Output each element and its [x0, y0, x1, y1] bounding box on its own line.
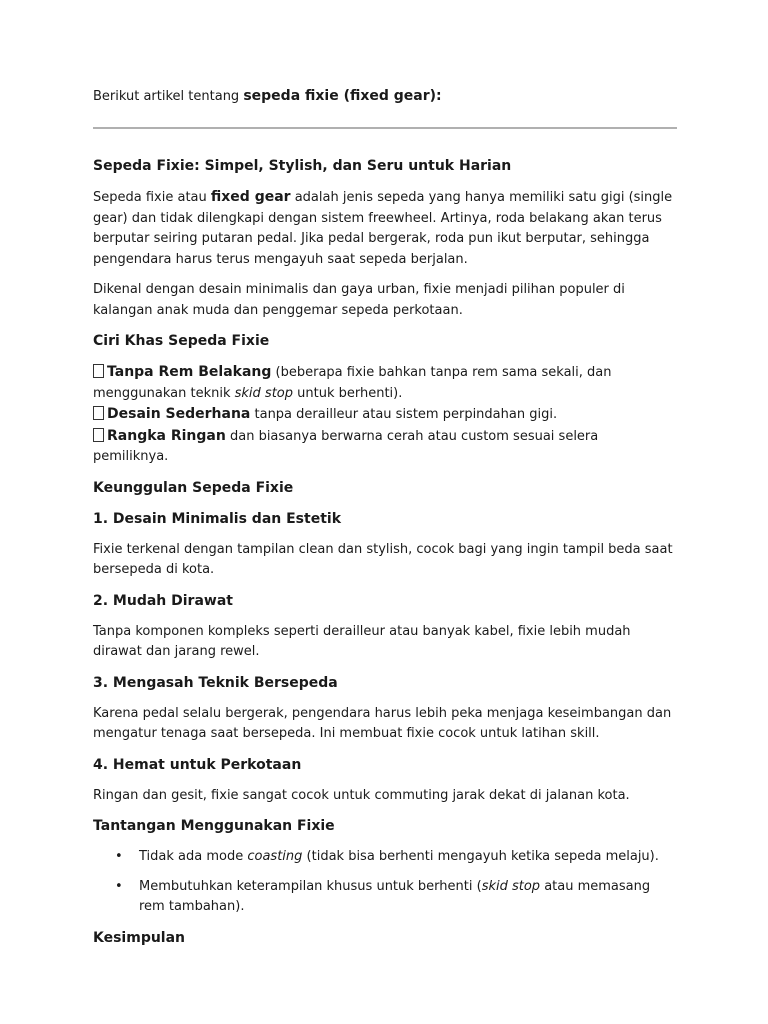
intro-line [93, 86, 677, 107]
subheading-advantage: 4. Hemat untuk Perkotaan [93, 756, 302, 773]
bullet-icon: • [115, 878, 123, 894]
heading-tantangan: Tantangan Menggunakan Fixie [93, 818, 335, 834]
subheading-advantage: 1. Desain Minimalis dan Estetik [93, 510, 342, 527]
feature-text: dan biasanya berwarna cerah atau custom sesuai selera pemiliknya. [93, 428, 599, 464]
p1-text-a: Sepeda fixie atau [93, 190, 211, 205]
subheading-advantage: 2. Mudah Dirawat [93, 592, 233, 609]
bullet-text: Tidak ada mode [139, 849, 248, 864]
bullet-italic: coasting [247, 849, 303, 864]
feature-italic: skid stop [234, 385, 293, 401]
horizontal-rule [93, 127, 677, 129]
p1-text-b: adalah jenis sepeda yang hanya memiliki satu gigi (single gear) dan tidak dilengkapi dengan sistem freewheel. Artinya, roda belakang akan terus berputar seiring putaran pedal. Jika pedal bergerak, roda pun ikut berputar, sehingga pengendara harus terus mengayuh saat sepeda berjalan. [93, 190, 673, 267]
feature-item [93, 362, 677, 404]
heading-kesimpulan: Kesimpulan [93, 929, 186, 946]
list-item [93, 877, 677, 918]
subheading-advantage: 3. Mengasah Teknik Bersepeda [93, 674, 338, 691]
missing-glyph-icon [93, 406, 104, 420]
missing-glyph-icon [93, 428, 104, 442]
heading-keunggulan: Keunggulan Sepeda Fixie [93, 479, 294, 496]
list-item [93, 847, 677, 868]
feature-bold: Desain Sederhana [107, 406, 251, 422]
advantage-text: Fixie terkenal dengan tampilan clean dan stylish, cocok bagi yang ingin tampil beda saat bersepeda di kota. [93, 541, 673, 577]
p1-bold: fixed gear [210, 189, 291, 205]
advantage-text: Karena pedal selalu bergerak, pengendara harus lebih peka menjaga keseimbangan dan mengatur tenaga saat bersepeda. Ini membuat fixie cocok untuk latihan skill. [93, 705, 672, 741]
feature-bold: Tanpa Rem Belakang [107, 364, 272, 380]
bullet-text-b: atau memasang rem tambahan). [139, 878, 651, 914]
feature-list [93, 362, 677, 468]
bullet-icon: • [115, 849, 123, 864]
feature-text: (beberapa fixie bahkan tanpa rem sama sekali, dan menggunakan teknik [93, 365, 612, 401]
feature-item [93, 426, 677, 468]
paragraph-definition [93, 187, 677, 270]
feature-text-b: untuk berhenti). [293, 385, 403, 401]
challenge-list [93, 847, 677, 918]
bullet-text-b: (tidak bisa berhenti mengayuh ketika sepeda melaju). [302, 849, 659, 864]
article-title: Sepeda Fixie: Simpel, Stylish, dan Seru untuk Harian [93, 158, 512, 174]
paragraph-popularity: Dikenal dengan desain minimalis dan gaya urban, fixie menjadi pilihan populer di kalangan anak muda dan penggemar sepeda perkotaan. [93, 282, 625, 318]
heading-ciri-khas: Ciri Khas Sepeda Fixie [93, 333, 270, 349]
feature-text: tanpa derailleur atau sistem perpindahan gigi. [250, 407, 558, 422]
bullet-italic: skid stop [481, 878, 541, 894]
feature-bold: Rangka Ringan [107, 427, 226, 444]
advantage-text: Ringan dan gesit, fixie sangat cocok untuk commuting jarak dekat di jalanan kota. [93, 787, 630, 803]
intro-bold: sepeda fixie (fixed gear): [243, 88, 442, 104]
advantage-text: Tanpa komponen kompleks seperti derailleur atau banyak kabel, fixie lebih mudah dirawat dan jarang rewel. [93, 623, 631, 659]
bullet-text: Membutuhkan keterampilan khusus untuk berhenti ( [139, 878, 482, 894]
feature-item [93, 404, 677, 426]
document-page [93, 86, 677, 959]
intro-text: Berikut artikel tentang [93, 89, 244, 104]
missing-glyph-icon [93, 364, 104, 378]
